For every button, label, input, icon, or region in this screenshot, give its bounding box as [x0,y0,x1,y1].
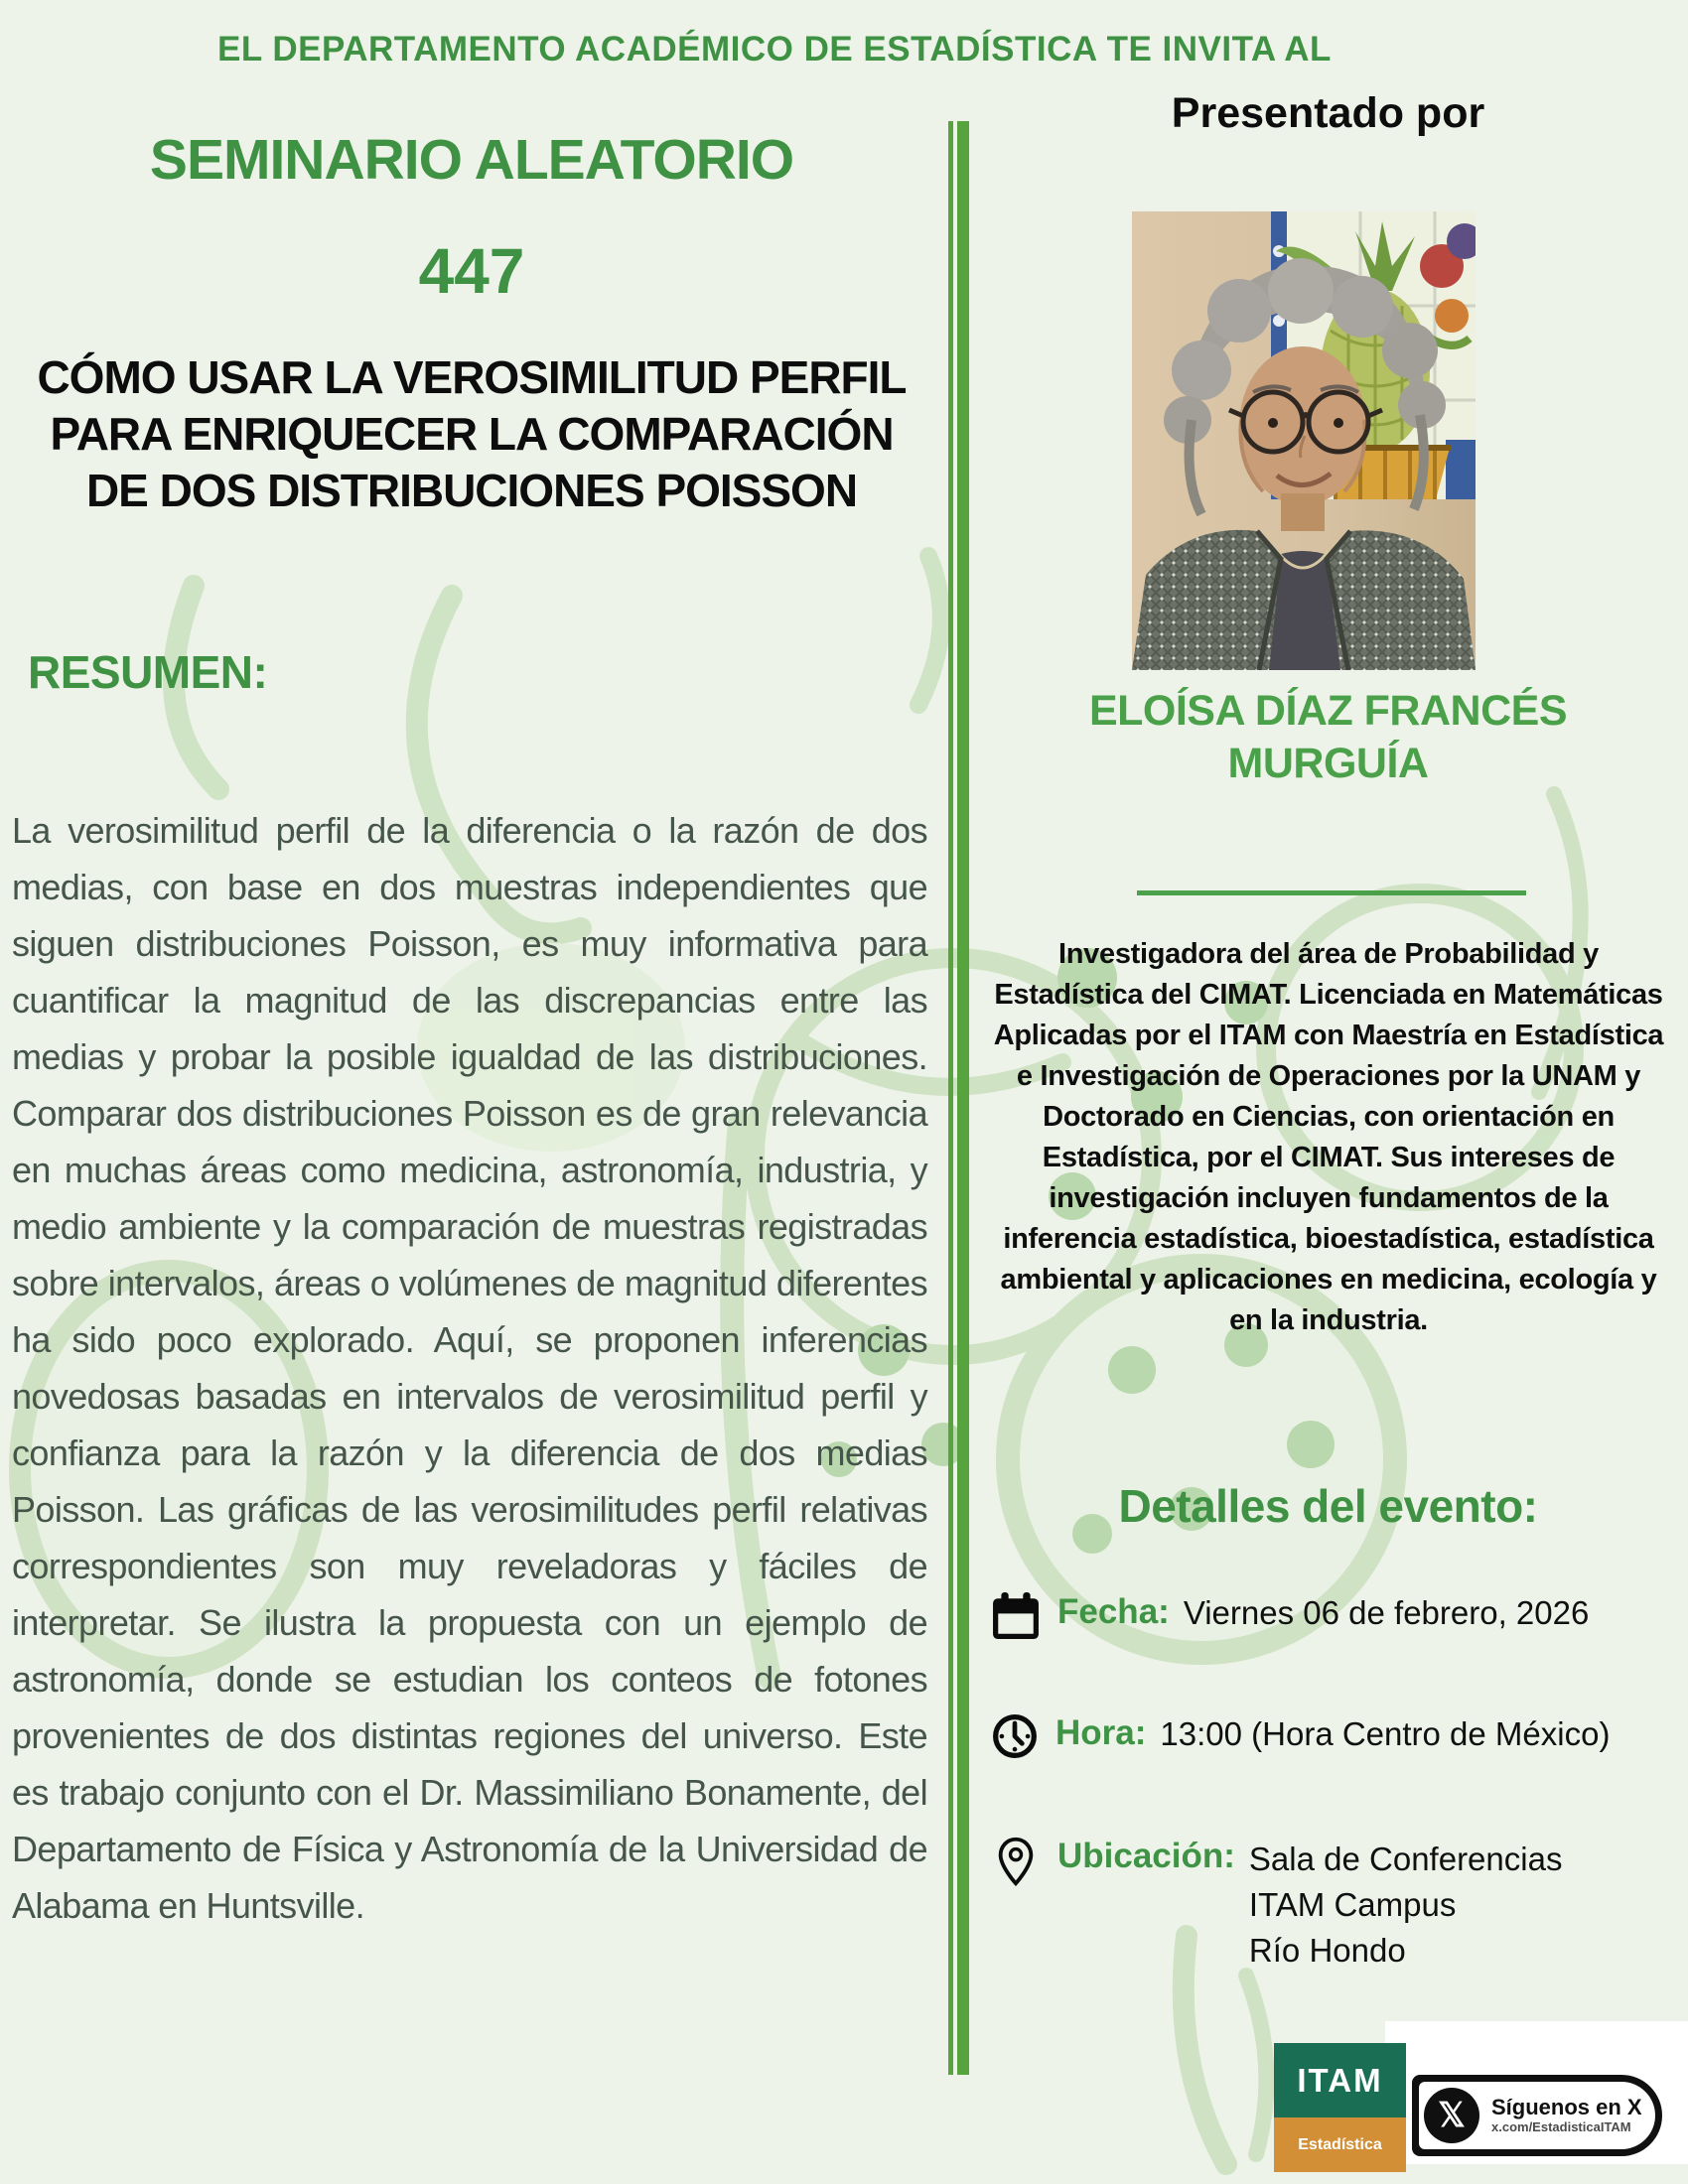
itam-logo-mark [1274,2043,1406,2117]
ubicacion-label: Ubicación: [1057,1837,1235,1875]
presenter-name-line1: ELOÍSA DÍAZ FRANCÉS [1088,687,1568,735]
abstract-body: La verosimilitud perfil de la diferencia o la razón de dos medias, con base en dos muestras independientes que siguen distribuciones Poisson, es muy informativa para cuantificar la magnitud de las discrepancias entre las medias y probar la posible igualdad de las distribuciones. Comparar dos distribuciones Poisson es de gran relevancia en muchas áreas como medicina, astronomía, industria, y medio ambiente y la comparación de muestras registradas sobre intervalos, áreas o volúmenes de magnitud diferentes ha sido poco explorado. Aquí, se proponen inferencias novedosas basadas en intervalos de verosimilitud perfil y confianza para la razón y la diferencia de dos medias Poisson. Las gráficas de las verosimilitudes perfil relativas correspondientes son muy reveladoras y fáciles de interpretar. Se ilustra la propuesta con un ejemplo de astronomía, donde se estudian los conteos de fotones provenientes de dos distintas regiones del universo. Este es trabajo conjunto con el Dr. Massimiliano Bonamente, del Departamento de Física y Astronomía de la Universidad de Alabama en Huntsville. [12,810,927,1926]
itam-estadistica-logo [1274,2043,1406,2172]
ubicacion-value [1249,1837,1563,1974]
presenter-bio: Investigadora del área de Probabilidad y Estadística del CIMAT. Licenciada en Matemáticas Aplicadas por el ITAM con Maestría en Estadística e Investigación de Operaciones por la UNAM y Doctorado en Ciencias, con orientación en Estadística, por el CIMAT. Sus intereses de investigación incluyen fundamentos de la inferencia estadística, bioestadística, estadística ambiental y aplicaciones en medicina, ecología y en la industria. [993,938,1664,1336]
fecha-label: Fecha: [1057,1592,1170,1631]
event-row-fecha [992,1592,1589,1640]
calendar-icon [992,1592,1040,1640]
event-row-hora [992,1713,1610,1759]
fecha-value: Viernes 06 de febrero, 2026 [1183,1594,1590,1631]
presented-by-heading: Presentado por [1171,89,1485,137]
x-logo-icon: 𝕏 [1424,2088,1479,2143]
name-divider-rule [1137,890,1526,895]
abstract-heading: RESUMEN: [28,646,268,698]
hora-label: Hora: [1055,1713,1147,1752]
column-divider-thin-line [948,121,953,2075]
location-pin-icon [998,1837,1034,1886]
event-row-ubicacion [992,1837,1562,1974]
clock-icon [992,1713,1038,1759]
x-badge-inner [1419,2082,1655,2149]
seminar-series-title: SEMINARIO ALEATORIO [149,128,794,192]
invite-line: EL DEPARTAMENTO ACADÉMICO DE ESTADÍSTICA TE INVITA AL [217,30,1332,68]
talk-title: CÓMO USAR LA VEROSIMILITUD PERFIL PARA ENRIQUECER LA COMPARACIÓN DE DOS DISTRIBUCIONES POISSON [37,351,907,516]
presenter-name-line2: MURGUÍA [1227,740,1429,787]
ubicacion-line2: ITAM Campus [1248,1886,1457,1923]
itam-department-label: Estadística [1298,2135,1382,2153]
ubicacion-line3: Río Hondo [1248,1932,1406,1969]
event-details-heading: Detalles del evento: [1118,1480,1538,1532]
x-badge-handle: x.com/EstadisticaITAM [1491,2119,1631,2134]
presenter-column [968,0,1688,2184]
itam-department-strip [1274,2117,1406,2172]
ubicacion-line1: Sala de Conferencias [1248,1841,1563,1877]
seminar-number: 447 [418,235,525,307]
hora-value: 13:00 (Hora Centro de México) [1160,1715,1611,1752]
follow-on-x-badge[interactable] [1412,2075,1662,2156]
presenter-photo [1132,211,1476,670]
x-badge-texts [1491,2096,1642,2135]
x-badge-title: Síguenos en X [1491,2095,1642,2119]
itam-acronym: ITAM [1297,2061,1383,2099]
presenter-name [968,685,1688,790]
